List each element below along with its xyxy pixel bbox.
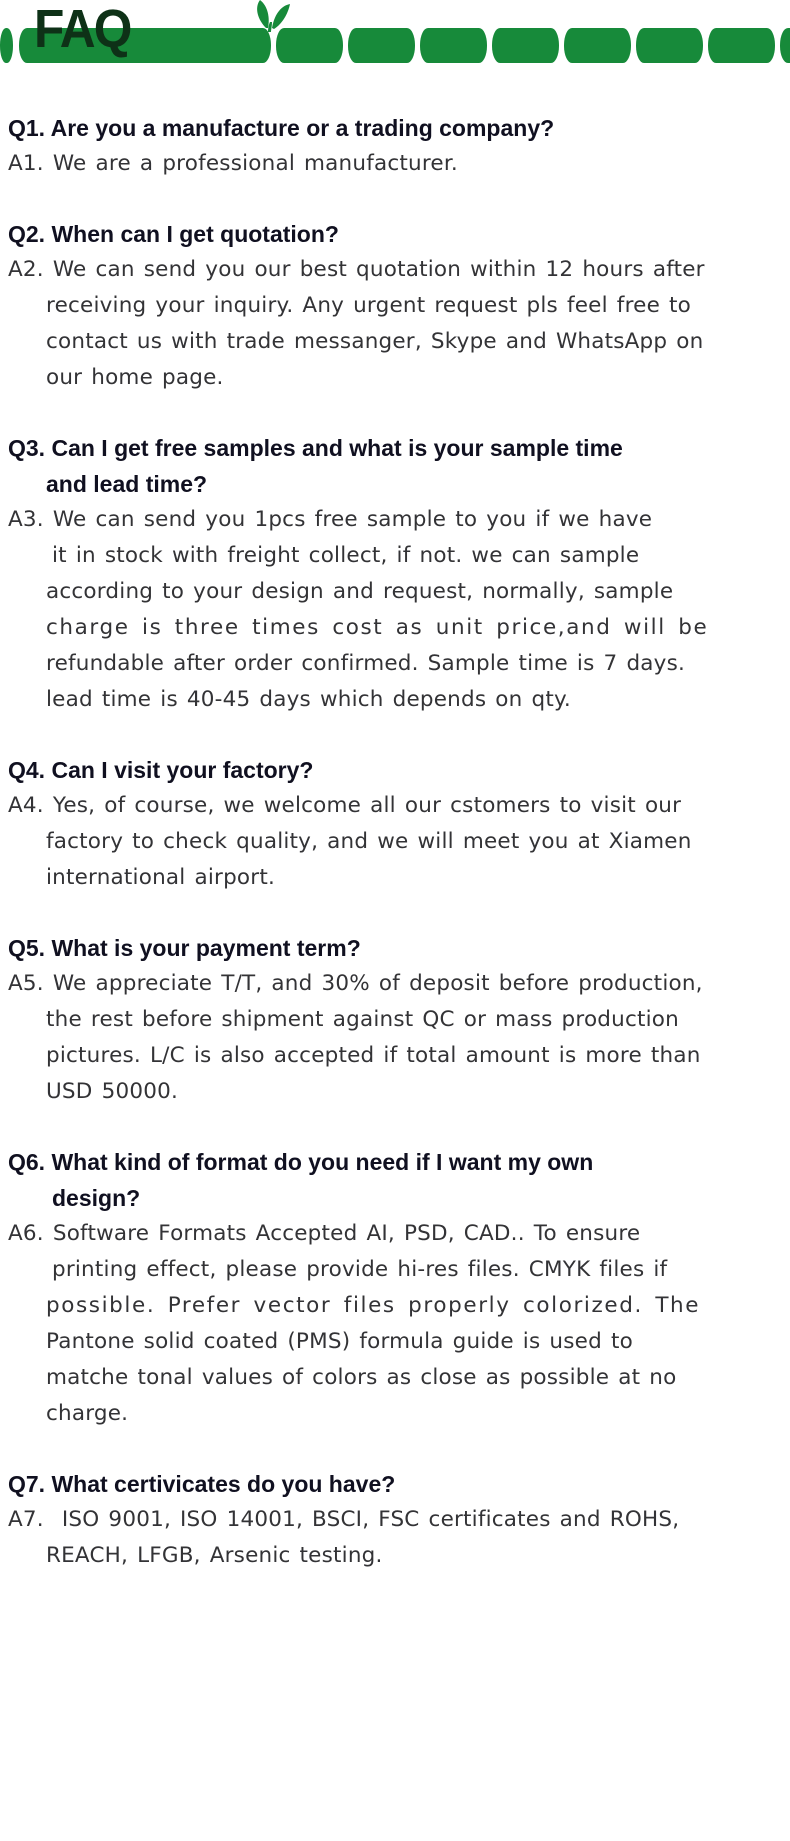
answer-line: A1. We are a professional manufacturer.	[8, 151, 458, 176]
bamboo-segment	[708, 28, 775, 63]
answer-line: factory to check quality, and we will meet you at Xiamen	[46, 829, 692, 854]
question-line: Q3. Can I get free samples and what is your sample time	[8, 435, 623, 461]
answer-line: our home page.	[46, 365, 224, 390]
question-line: Q2. When can I get quotation?	[8, 221, 339, 247]
answer-line: pictures. L/C is also accepted if total amount is more than	[46, 1043, 701, 1068]
page-title: FAQ	[34, 0, 131, 59]
answer-line: printing effect, please provide hi-res files. CMYK files if	[52, 1257, 668, 1282]
answer-line: USD 50000.	[46, 1079, 179, 1104]
faq-section-q3	[0, 430, 790, 718]
answer-line: A3. We can send you 1pcs free sample to you if we have	[8, 507, 653, 532]
bamboo-segment	[348, 28, 415, 63]
bamboo-segment	[276, 28, 343, 63]
faq-section-q6	[0, 1144, 790, 1432]
bamboo-segment	[780, 28, 790, 63]
question-line: Q7. What certivicates do you have?	[8, 1471, 396, 1497]
answer-line: receiving your inquiry. Any urgent request pls feel free to	[46, 293, 692, 318]
answer-line: lead time is 40-45 days which depends on qty.	[46, 687, 571, 712]
page-header	[0, 0, 790, 70]
faq-section-q7	[0, 1466, 790, 1574]
question-line: Q5. What is your payment term?	[8, 935, 361, 961]
bamboo-segment	[564, 28, 631, 63]
answer-line: according to your design and request, normally, sample	[46, 579, 674, 604]
faq-section-q2	[0, 216, 790, 396]
answer-line: international airport.	[46, 865, 275, 890]
answer-line: the rest before shipment against QC or mass production	[46, 1007, 679, 1032]
answer-line: Pantone solid coated (PMS) formula guide is used to	[46, 1329, 633, 1354]
question-line: Q1. Are you a manufacture or a trading company?	[8, 115, 555, 141]
faq-content	[0, 70, 790, 1574]
bamboo-segment	[420, 28, 487, 63]
bamboo-segment	[636, 28, 703, 63]
answer-line: contact us with trade messanger, Skype and WhatsApp on	[46, 329, 704, 354]
bamboo-segment	[0, 28, 13, 63]
faq-section-q5	[0, 930, 790, 1110]
answer-line: charge is three times cost as unit price,and will be	[46, 615, 709, 640]
faq-section-q4	[0, 752, 790, 896]
answer-line: A4. Yes, of course, we welcome all our cstomers to visit our	[8, 793, 682, 818]
answer-line: A2. We can send you our best quotation within 12 hours after	[8, 257, 705, 282]
answer-line: refundable after order confirmed. Sample time is 7 days.	[46, 651, 686, 676]
answer-line: A5. We appreciate T/T, and 30% of deposit before production,	[8, 971, 703, 996]
answer-line: charge.	[46, 1401, 129, 1426]
question-line: and lead time?	[46, 471, 208, 497]
answer-line: possible. Prefer vector files properly colorized. The	[46, 1293, 701, 1318]
answer-line: REACH, LFGB, Arsenic testing.	[46, 1543, 383, 1568]
bamboo-leaf-icon	[246, 0, 298, 32]
question-line: Q6. What kind of format do you need if I want my own	[8, 1149, 594, 1175]
answer-line: it in stock with freight collect, if not. we can sample	[52, 543, 640, 568]
faq-section-q1	[0, 110, 790, 182]
answer-line: A7. ISO 9001, ISO 14001, BSCI, FSC certificates and ROHS,	[8, 1507, 680, 1532]
question-line: design?	[52, 1185, 141, 1211]
question-line: Q4. Can I visit your factory?	[8, 757, 314, 783]
answer-line: A6. Software Formats Accepted AI, PSD, CAD.. To ensure	[8, 1221, 641, 1246]
answer-line: matche tonal values of colors as close as possible at no	[46, 1365, 677, 1390]
bamboo-segment	[492, 28, 559, 63]
